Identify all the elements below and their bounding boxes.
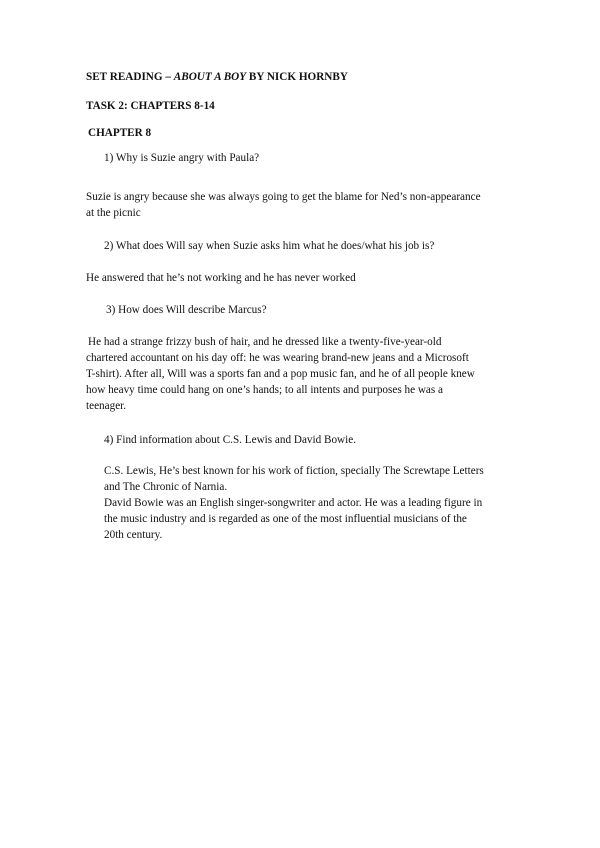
header-suffix: BY NICK HORNBY: [246, 71, 348, 83]
answer-3-line: chartered accountant on his day off: he was wearing brand-new jeans and a Microsoft: [86, 352, 469, 364]
answer-2-line: He answered that he’s not working and he has never worked: [86, 272, 356, 284]
question-4: 4) Find information about C.S. Lewis and David Bowie.: [104, 434, 357, 446]
answer-4-line: and The Chronic of Narnia.: [104, 481, 228, 493]
answer-4-line: 20th century.: [104, 529, 163, 541]
header-prefix: SET READING –: [86, 71, 174, 83]
answer-1-line: at the picnic: [86, 207, 141, 219]
answer-3-line: how heavy time could hang on one’s hands; to all intents and purposes he was a: [86, 384, 443, 396]
question-3: 3) How does Will describe Marcus?: [106, 304, 267, 316]
answer-4-line: the music industry and is regarded as one of the most influential musicians of the: [104, 513, 467, 525]
answer-4-line: C.S. Lewis, He’s best known for his work of fiction, specially The Screwtape Letters: [104, 465, 484, 477]
answer-3-line: teenager.: [86, 400, 127, 412]
answer-3-line: T-shirt). After all, Will was a sports fan and a pop music fan, and he of all people knew: [86, 368, 475, 380]
answer-3-line: He had a strange frizzy bush of hair, and he dressed like a twenty-five-year-old: [88, 336, 442, 348]
answer-1-line: Suzie is angry because she was always going to get the blame for Ned’s non-appearance: [86, 191, 481, 203]
question-1: 1) Why is Suzie angry with Paula?: [104, 152, 260, 164]
task-heading: TASK 2: CHAPTERS 8-14: [86, 100, 215, 112]
document-header: [86, 70, 348, 85]
header-book-title: ABOUT A BOY: [173, 71, 247, 83]
chapter-heading: CHAPTER 8: [88, 127, 152, 139]
answer-4-line: David Bowie was an English singer-songwriter and actor. He was a leading figure in: [104, 497, 483, 509]
question-2: 2) What does Will say when Suzie asks him what he does/what his job is?: [104, 240, 435, 252]
